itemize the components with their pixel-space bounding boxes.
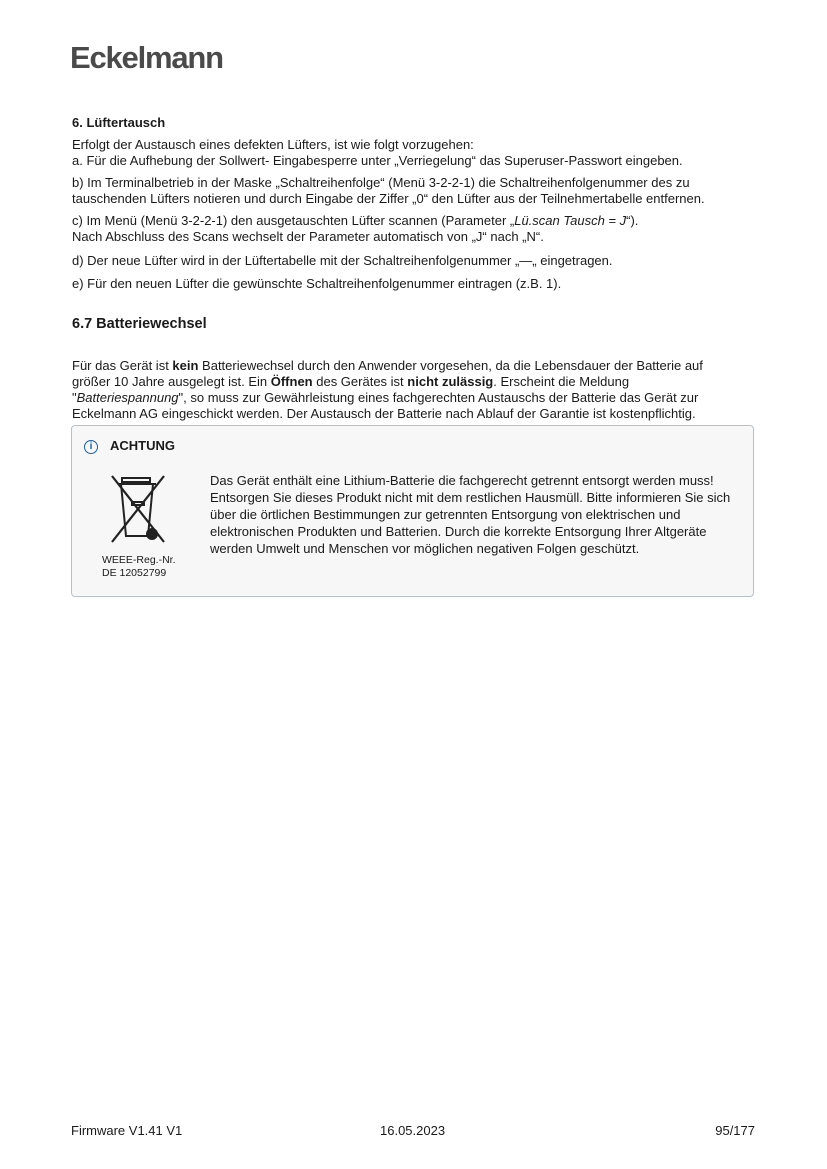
notice-box [71,425,754,597]
weee-crossed-bin-icon [108,472,168,548]
paragraph-line: Nach Abschluss des Scans wechselt der Parameter automatisch von „J“ nach „N“. [72,229,544,244]
notice-text [210,472,750,557]
text: größer 10 Jahre ausgelegt ist. Ein [72,374,271,389]
parameter-name: Lü.scan Tausch = J [514,213,627,228]
text: des Gerätes ist [312,374,408,389]
emphasis: Öffnen [270,374,313,389]
text: . Erscheint die Meldung [493,374,630,389]
text: " [72,390,77,405]
paragraph-line: b) Im Terminalbetrieb in der Maske „Schaltreihenfolge“ (Menü 3-2-2-1) die Schaltreihenfolgenummer des zu [72,175,690,190]
footer-date: 16.05.2023 [380,1123,446,1138]
emphasis: nicht zulässig [407,374,494,389]
paragraph-line: e) Für den neuen Lüfter die gewünschte Schaltreihenfolgenummer eintragen (z.B. 1). [72,276,562,291]
text: “). [626,213,639,228]
footer-page-number: 95/177 [715,1123,755,1138]
text: ", so muss zur Gewährleistung eines fachgerechten Austauschs der Batterie das Gerät zur [178,390,699,405]
text: Für das Gerät ist [72,358,173,373]
text: c) Im Menü (Menü 3-2-2-1) den ausgetauschten Lüfter scannen (Parameter „ [72,213,515,228]
weee-reg-label: WEEE-Reg.-Nr. [102,554,176,566]
message-name: Batteriespannung [76,390,179,405]
paragraph-line [72,358,772,374]
notice-title: ACHTUNG [110,438,175,453]
paragraph-line: Erfolgt der Austausch eines defekten Lüfters, ist wie folgt vorzugehen: [72,137,474,152]
eckelmann-logo: Eckelmann [70,40,223,75]
weee-registration [102,554,176,580]
section-heading-batteriewechsel: 6.7 Batteriewechsel [72,316,207,332]
paragraph-line: a. Für die Aufhebung der Sollwert- Eingabesperre unter „Verriegelung“ das Superuser-Passwort eingeben. [72,153,683,168]
footer-version: Firmware V1.41 V1 [71,1123,183,1138]
paragraph-line: d) Der neue Lüfter wird in der Lüftertabelle mit der Schaltreihenfolgenummer „—„ eingetragen. [72,253,613,268]
emphasis: kein [172,358,199,373]
paragraph-line [72,390,772,406]
notice-text-2: Entsorgen Sie dieses Produkt nicht mit dem restlichen Hausmüll. Bitte informieren Sie sich über die örtlichen Bestimmungen zur getrennten Entsorgung von elektrischen und elektronischen Produkten und Batterien. Durch die korrekte Entsorgung Ihrer Altgeräte werden Umwelt und Menschen vor möglichen negativen Folgen geschützt. [210,490,731,556]
weee-reg-number: DE 12052799 [102,567,167,579]
info-icon: i [84,440,98,454]
paragraph-line: tauschenden Lüfters notieren und durch Eingabe der Ziffer „0“ den Lüfter aus der Teilnehmertabelle entfernen. [72,191,705,206]
section-heading-luftertausch: 6. Lüftertausch [72,115,166,130]
notice-text-1: Das Gerät enthält eine Lithium-Batterie die fachgerecht getrennt entsorgt werden muss! [210,473,714,488]
paragraph-line [72,213,772,229]
text: Batteriewechsel durch den Anwender vorgesehen, da die Lebensdauer der Batterie auf [198,358,703,373]
paragraph-line [72,374,772,390]
paragraph-line: Eckelmann AG eingeschickt werden. Der Austausch der Batterie nach Ablauf der Garantie ist kostenpflichtig. [72,406,696,421]
